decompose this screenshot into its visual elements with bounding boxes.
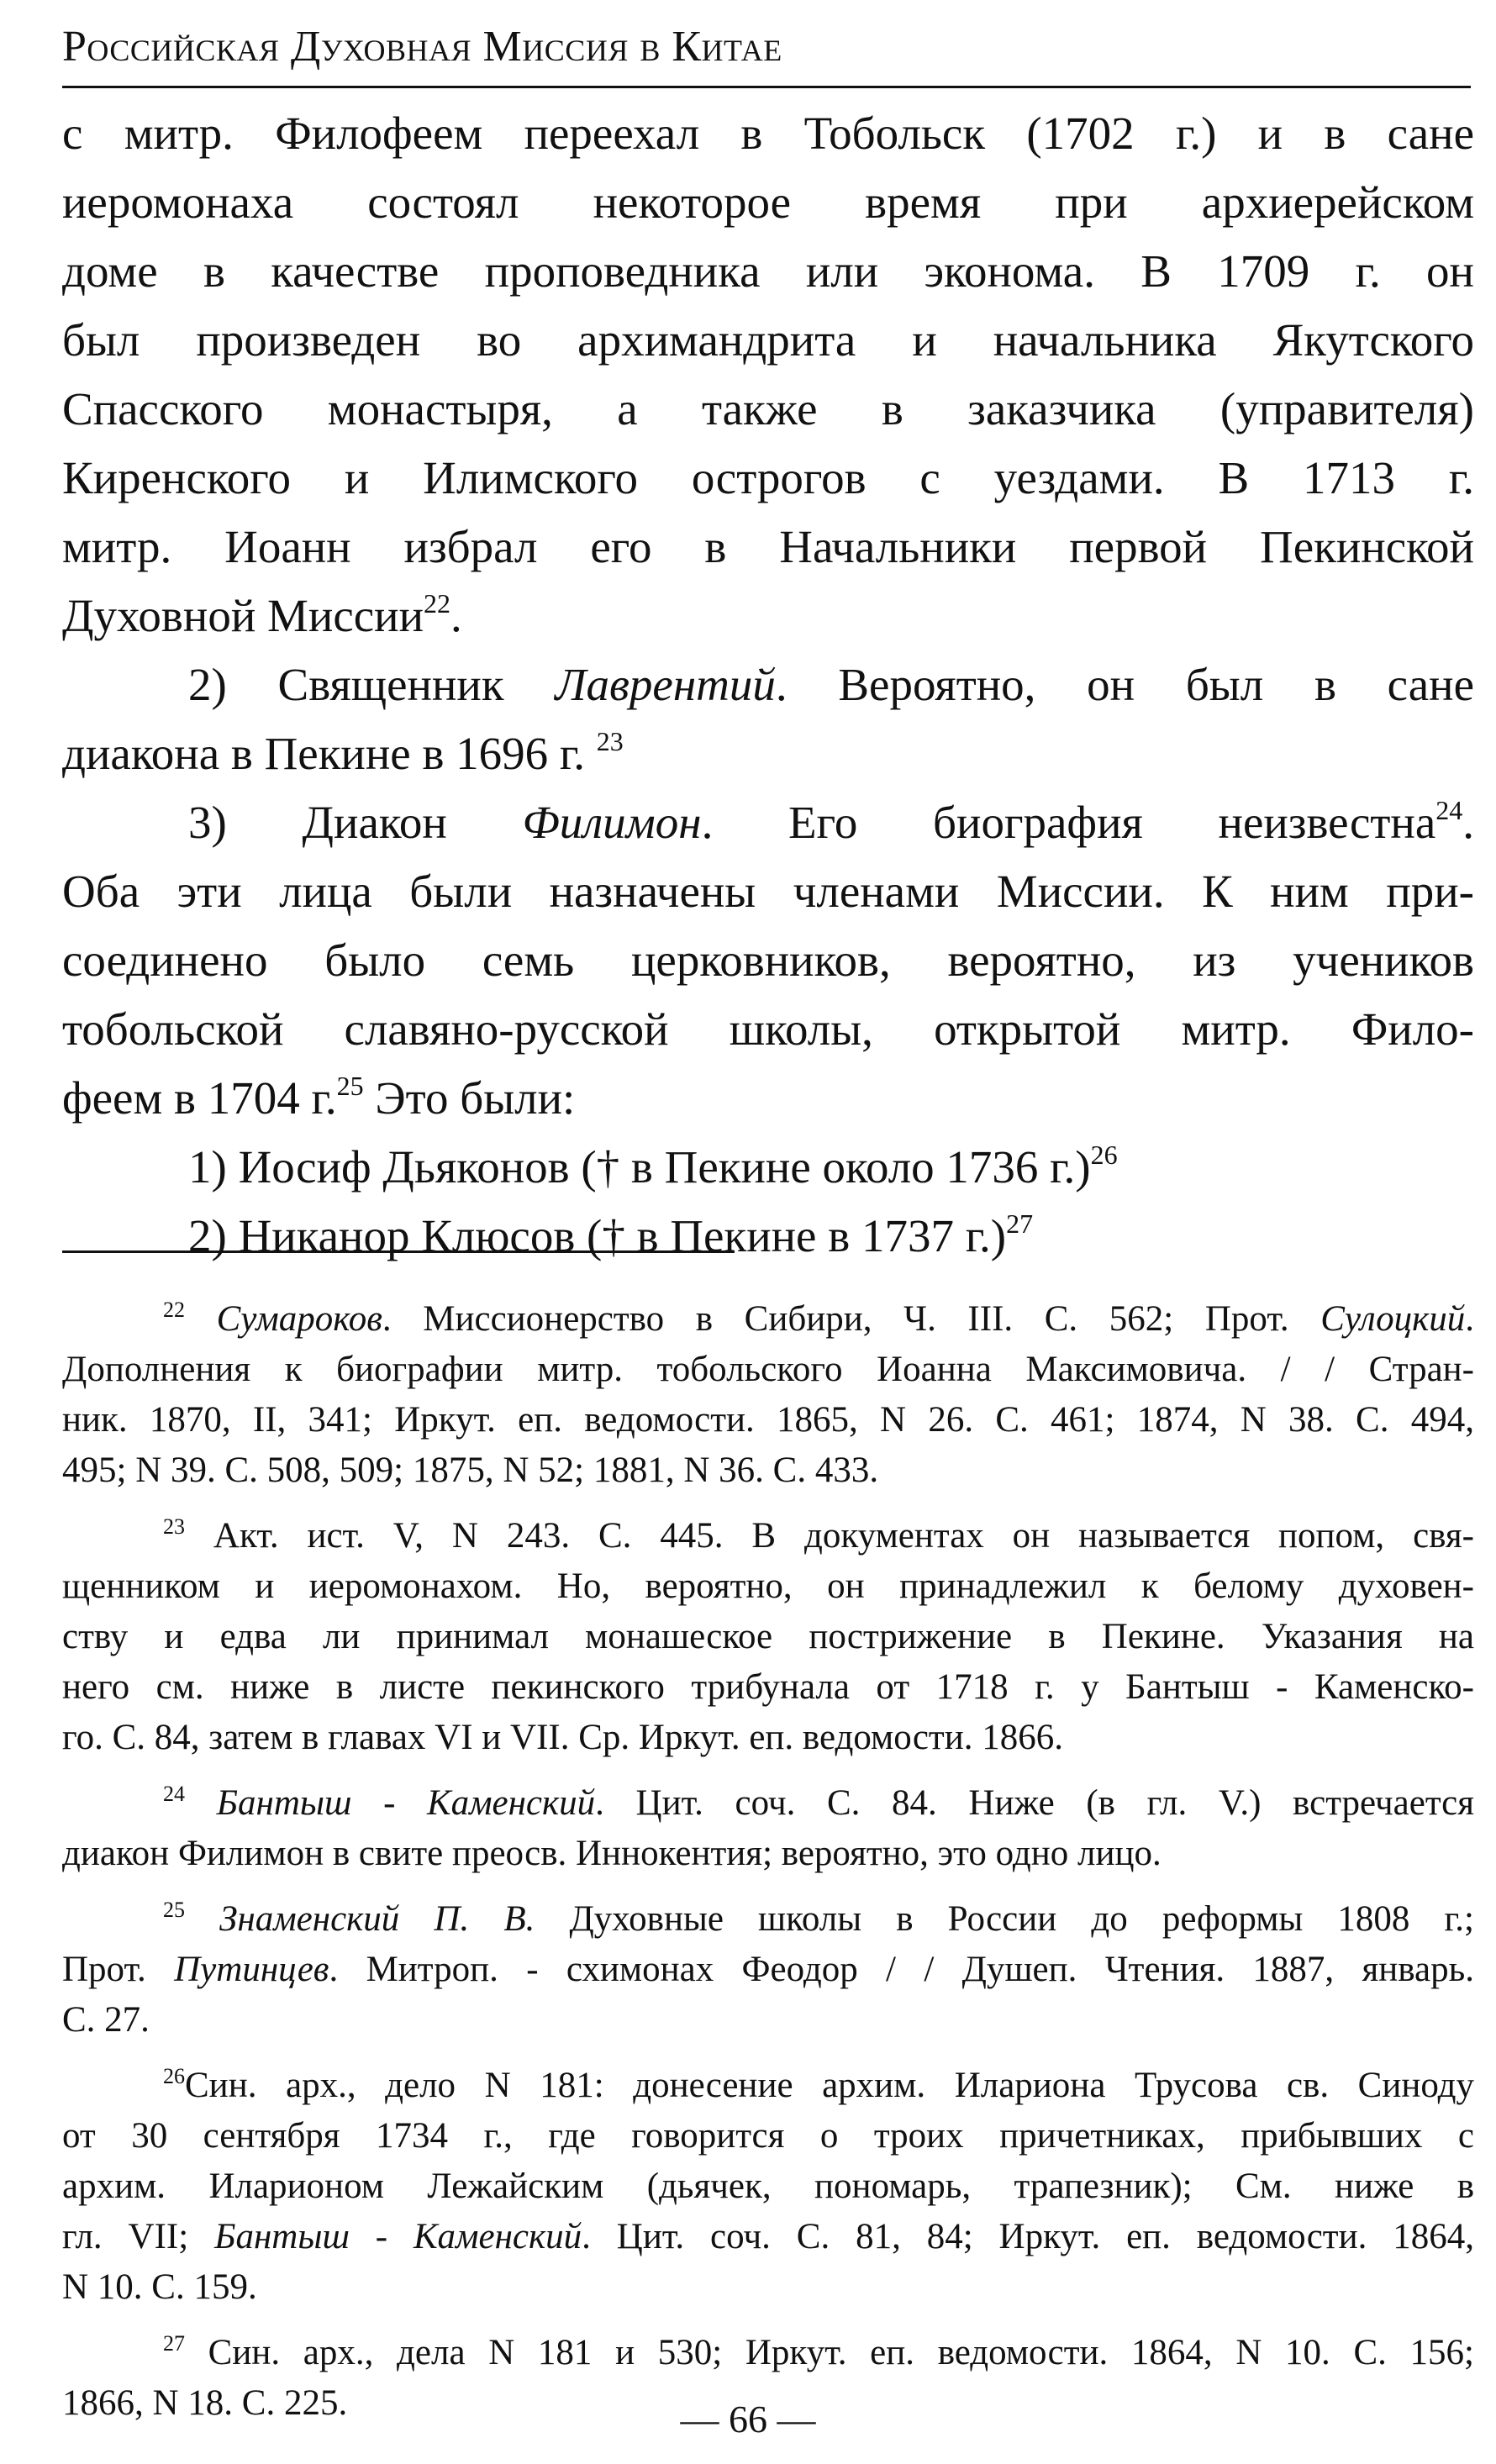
footnote-ref: 24 [1435, 795, 1463, 825]
text-fragment: Духовные школы в России до реформы 1808 г.; [535, 1899, 1474, 1939]
footnote-divider [62, 1250, 735, 1253]
footnote-line: диакон Филимон в свите преосв. Иннокентия; вероятно, это одно лицо. [62, 1834, 1162, 1873]
text-fragment: . [450, 590, 462, 641]
name-italic: Лаврентий [555, 659, 776, 710]
footnote-line [62, 1778, 1474, 1829]
text-line: иеромонаха состоял некоторое время при архиерейском [62, 176, 1474, 228]
author-italic: Сумароков [216, 1299, 382, 1339]
text-fragment: Син. арх., дела N 181 и 530; Иркут. еп. ведомости. 1864, N 10. С. 156; [185, 2333, 1474, 2372]
text-line: Спасского монастыря, а также в заказчика (управителя) [62, 383, 1474, 434]
footnote-line: 1866, N 18. С. 225. [62, 2383, 348, 2423]
text-line [62, 719, 1474, 788]
footnote-line [62, 1945, 1474, 1995]
list-item-text: 2) Никанор Клюсов († в Пекине в 1737 г.) [188, 1210, 1007, 1261]
footnote-23 [62, 1511, 1474, 1763]
text-line: с митр. Филофеем переехал в Тобольск (1702 г.) и в сане [62, 108, 1474, 159]
text-line: Оба эти лица были назначены членами Миссии. К ним при- [62, 866, 1474, 917]
page-number: — 66 — [680, 2398, 816, 2440]
text-fragment: . Цит. соч. С. 81, 84; Иркут. еп. ведомости. 1864, [582, 2217, 1474, 2256]
footnote-number: 26 [163, 2064, 185, 2088]
text-fragment: диакона в Пекине в 1696 г. [62, 728, 597, 779]
running-header [62, 15, 1471, 88]
text-fragment: Прот. [62, 1950, 175, 1989]
footnote-line: него см. ниже в листе пекинского трибунала от 1718 г. у Бантыш - Каменско- [62, 1667, 1474, 1707]
footnote-22 [62, 1294, 1474, 1496]
text-fragment: . [1465, 1299, 1474, 1339]
text-fragment: . Миссионерство в Сибири, Ч. III. С. 562; Прот. [382, 1299, 1321, 1339]
author-italic: Бантыш - Каменский [216, 1783, 596, 1823]
footnote-line: щенником и иеромонахом. Но, вероятно, он принадлежил к белому духовен- [62, 1566, 1474, 1606]
name-italic: Филимон [522, 797, 702, 848]
text-fragment: Акт. ист. V, N 243. С. 445. В документах он называется попом, свя- [185, 1516, 1474, 1556]
footnote-line: С. 27. [62, 2000, 150, 2040]
footnote-line: ник. 1870, II, 341; Иркут. еп. ведомости. 1865, N 26. С. 461; 1874, N 38. С. 494, [62, 1400, 1474, 1440]
list-item [62, 1133, 1474, 1202]
footnote-number: 27 [163, 2331, 185, 2356]
footnote-24 [62, 1778, 1474, 1879]
footnote-line: Дополнения к биографии митр. тобольского Иоанна Максимовича. / / Стран- [62, 1350, 1474, 1389]
footnote-line: 495; N 39. С. 508, 509; 1875, N 52; 1881, N 36. С. 433. [62, 1450, 879, 1490]
footnote-ref: 27 [1006, 1208, 1034, 1239]
text-line: тобольской славяно-русской школы, открытой митр. Фило- [62, 1003, 1474, 1055]
footnote-line: ству и едва ли принимал монашеское пострижение в Пекине. Указания на [62, 1617, 1474, 1656]
text-fragment: Духовной Миссии [62, 590, 424, 641]
text-fragment: . Вероятно, он был в сане [775, 659, 1474, 710]
text-fragment: гл. VII; [62, 2217, 215, 2256]
footnote-ref: 22 [424, 588, 451, 619]
footnote-line [62, 1294, 1474, 1345]
text-fragment: . Цит. соч. С. 84. Ниже (в гл. V.) встречается [595, 1783, 1474, 1823]
footnote-line [62, 1894, 1474, 1945]
author-italic: Путинцев [174, 1950, 329, 1989]
text-line: доме в качестве проповедника или эконома. В 1709 г. он [62, 245, 1474, 297]
footnote-line [62, 2212, 1474, 2262]
text-fragment: Син. арх., дело N 181: донесение архим. Илариона Трусова св. Синоду [185, 2066, 1474, 2105]
text-fragment: 2) Священник [188, 659, 556, 710]
text-line: митр. Иоанн избрал его в Начальники первой Пекинской [62, 521, 1474, 572]
footnote-line [62, 2061, 1474, 2111]
text-line [62, 788, 1474, 857]
text-line [62, 1064, 1474, 1133]
text-fragment: Это были: [363, 1072, 576, 1124]
footnote-ref: 25 [336, 1071, 364, 1101]
footnote-number: 24 [163, 1782, 185, 1806]
main-text [62, 99, 1474, 1271]
footnote-ref: 26 [1090, 1140, 1118, 1170]
text-line [62, 582, 1474, 650]
footnote-line: N 10. С. 159. [62, 2267, 257, 2307]
text-fragment: 3) Диакон [188, 797, 523, 848]
footnote-line: архим. Иларионом Лежайским (дьячек, пономарь, трапезник); См. ниже в [62, 2167, 1474, 2206]
footnote-number: 25 [163, 1898, 185, 1922]
text-fragment: феем в 1704 г. [62, 1072, 337, 1124]
footnote-26 [62, 2061, 1474, 2313]
footnote-line: от 30 сентября 1734 г., где говорится о троих причетниках, прибывших с [62, 2116, 1474, 2156]
list-item [62, 1202, 1474, 1271]
text-fragment: . Его биография неизвестна [701, 797, 1436, 848]
header-title: Российская Духовная Миссия в Китае [62, 23, 782, 71]
text-fragment: . Митроп. - схимонах Феодор / / Душеп. Чтения. 1887, январь. [329, 1950, 1474, 1989]
list-item-text: 1) Иосиф Дьяконов († в Пекине около 1736 г.) [188, 1141, 1091, 1193]
footnote-line [62, 2328, 1474, 2378]
footnote-number: 22 [163, 1298, 185, 1322]
author-italic: Знаменский П. В. [219, 1899, 535, 1939]
footnote-line: го. С. 84, затем в главах VI и VII. Ср. Иркут. еп. ведомости. 1866. [62, 1718, 1063, 1757]
footnote-number: 23 [163, 1514, 185, 1539]
text-line: соединено было семь церковников, вероятно, из учеников [62, 935, 1474, 986]
text-line: Киренского и Илимского острогов с уездами. В 1713 г. [62, 452, 1474, 503]
footnote-25 [62, 1894, 1474, 2045]
author-italic: Бантыш - Каменский [214, 2217, 582, 2256]
footnotes [62, 1294, 1474, 2444]
footnote-line [62, 1511, 1474, 1561]
text-fragment: . [1462, 797, 1474, 848]
text-line [62, 650, 1474, 719]
author-italic: Сулоцкий [1320, 1299, 1466, 1339]
footnote-ref: 23 [596, 726, 624, 756]
text-line: был произведен во архимандрита и начальника Якутского [62, 314, 1474, 366]
